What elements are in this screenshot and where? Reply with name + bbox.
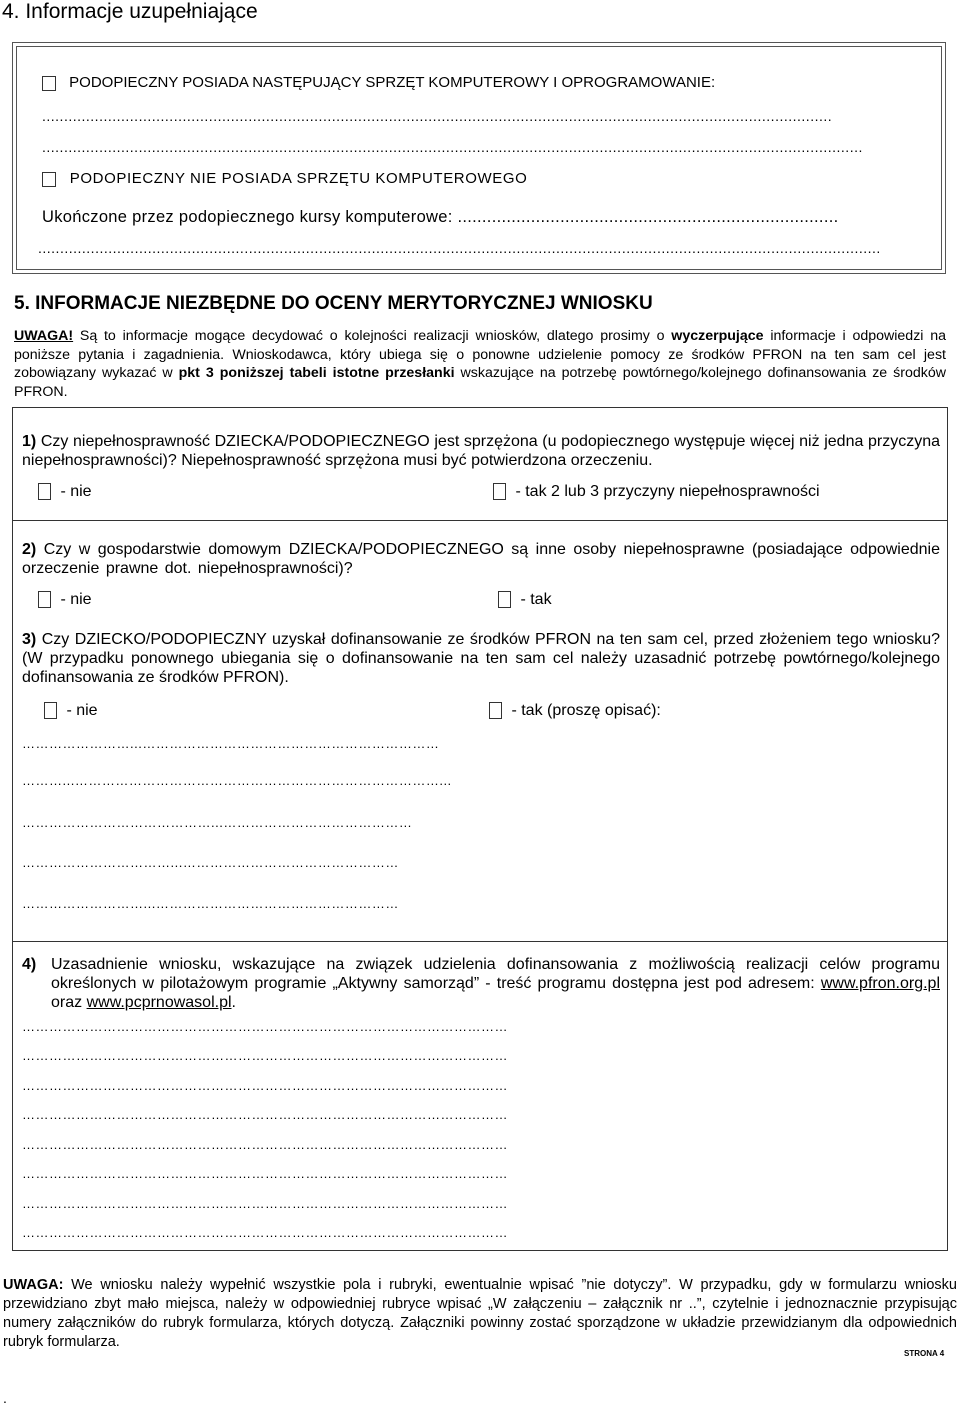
q2-option-yes-label: - tak — [520, 591, 552, 608]
q3-checkbox-no[interactable] — [44, 702, 57, 719]
courses-label[interactable]: Ukończone przez podopiecznego kursy komputerowe: .............................................................................. — [42, 208, 839, 226]
footer-uwaga-label: UWAGA: — [3, 1277, 64, 1293]
table-right-border — [947, 407, 948, 1250]
section-4-title: 4. Informacje uzupełniające — [2, 0, 258, 23]
question-3-text: Czy DZIECKO/PODOPIECZNY uzyskał dofinansowanie ze środków PFRON na ten sam cel, przed złożeniem tego wniosku? (W przypadku ponownego ubiegania się o dofinansowanie na ten sam cel należy uzasadnić potrzebę powtórnego/kolejnego dofinansowania ze środków PFRON). — [22, 631, 940, 686]
courses-dots[interactable]: ................................................................................................................................................................................................ — [38, 240, 881, 256]
trailing-dot: . — [3, 1390, 7, 1406]
intro-text-c: Wnioskodawca, który ubiega się o ponowne udzielenie pomocy ze środków PFRON na ten sam cel jest zobowiązany wykazać w — [14, 346, 946, 381]
q3-option-yes-label: - tak (proszę opisać): — [511, 702, 661, 719]
q2-option-yes — [498, 590, 552, 609]
q2-checkbox-yes[interactable] — [498, 591, 511, 608]
question-3 — [22, 630, 940, 687]
q3-answer-line-4[interactable]: ……………………………...………………………………………… — [22, 855, 399, 870]
q1-option-no-label: - nie — [60, 483, 92, 500]
footer-note — [3, 1276, 957, 1352]
q3-option-no — [44, 701, 98, 720]
option-has-equipment — [42, 73, 715, 92]
uwaga-label: UWAGA! — [14, 328, 74, 344]
q4-answer-line-7[interactable]: ……………………………………………………………………………………………… — [22, 1196, 508, 1211]
q3-answer-line-5[interactable]: ………………………...……………………………………………… — [22, 896, 399, 911]
question-4-text-b: oraz — [51, 994, 87, 1011]
q1-checkbox-no[interactable] — [38, 483, 51, 500]
link-pfron[interactable]: www.pfron.org.pl — [820, 975, 940, 992]
option-has-equipment-label: PODOPIECZNY POSIADA NASTĘPUJĄCY SPRZĘT KOMPUTEROWY I OPROGRAMOWANIE: — [69, 74, 716, 91]
table-bottom-rule — [12, 1250, 948, 1251]
intro-bold-2: pkt 3 poniższej tabeli istotne przesłanki — [178, 365, 455, 381]
section-5-title: 5. INFORMACJE NIEZBĘDNE DO OCENY MERYTORYCZNEJ WNIOSKU — [14, 293, 653, 314]
table-rule-q3 — [12, 941, 948, 942]
q4-answer-line-8[interactable]: ……………………………………………………………………………………………… — [22, 1225, 508, 1240]
intro-text-a: Są to informacje mogące decydować o kolejności realizacji wniosków, dlatego prosimy o — [73, 328, 672, 344]
q4-answer-line-3[interactable]: ……………………………………………………………………………………………… — [22, 1078, 508, 1093]
q2-option-no — [38, 590, 92, 609]
question-3-number: 3) — [22, 631, 37, 648]
q2-checkbox-no[interactable] — [38, 591, 51, 608]
q3-answer-line-1[interactable]: ……………………...………………………………………………………… — [22, 736, 440, 751]
question-4-text-c: . — [231, 994, 236, 1011]
checkbox-has-equipment[interactable] — [42, 76, 56, 91]
intro-text-b: informacje i odpowiedzi na poniższe pytania i zagadnienia. — [14, 328, 946, 363]
table-rule-q1 — [12, 520, 948, 521]
q2-option-no-label: - nie — [60, 591, 92, 608]
question-4-number: 4) — [22, 956, 37, 973]
q4-answer-line-4[interactable]: ……………………………………………………………………………………………… — [22, 1107, 508, 1122]
table-top-rule — [12, 407, 948, 408]
footer-text: We wniosku należy wypełnić wszystkie pola i rubryki, ewentualnie wpisać ”nie dotyczy”. W przypadku, gdy w formularzu wniosku przewidziano zbyt mało miejsca, należy w odpowiedniej rubryce wpisać „W załączeniu – załącznik nr ..”, czytelnie i jednoznacznie przypisując numery załączników do rubryk formularza, których dotyczą. Załączniki powinny zostać sporządzone w układzie przewidzianym dla odpowiednich rubryk formularza. — [3, 1277, 957, 1350]
q1-option-yes — [493, 482, 820, 501]
question-4 — [51, 955, 940, 1012]
equipment-dots-1[interactable]: .................................................................................................................................................................................... — [42, 108, 833, 124]
equipment-dots-2[interactable]: ........................................................................................................................................................................................... — [42, 139, 863, 155]
page-number: STRONA 4 — [904, 1349, 945, 1358]
question-2-text: Czy w gospodarstwie domowym DZIECKA/PODOPIECZNEGO są inne osoby niepełnosprawne (posiadające odpowiednie orzeczenie prawne dot. niepełnosprawności)? — [22, 541, 940, 577]
q4-answer-line-1[interactable]: ……………………………………………………………………………………………… — [22, 1019, 508, 1034]
q3-answer-line-2[interactable]: ………...………………………………………………………………………... — [22, 773, 452, 788]
question-2-number: 2) — [22, 541, 37, 558]
question-4-text: Uzasadnienie wniosku, wskazujące na związek udzielenia dofinansowania z możliwością realizacji celów programu określonych w pilotażowym programie „Aktywny samorząd” - treść programu dostępna jest pod adresem: — [51, 956, 940, 992]
question-1-text: Czy niepełnosprawność DZIECKA/PODOPIECZNEGO jest sprzężona (u podopiecznego występuje więcej niż jedna przyczyna niepełnosprawności)? Niepełnosprawność sprzężona musi być potwierdzona orzeczeniu. — [22, 433, 940, 469]
question-1-number: 1) — [22, 433, 37, 450]
table-left-border — [12, 407, 13, 1250]
q4-answer-line-5[interactable]: ……………………………………………………………………………………………… — [22, 1137, 508, 1152]
question-2 — [22, 540, 940, 578]
q4-answer-line-2[interactable]: ……………………………………………………………………………………………… — [22, 1048, 508, 1063]
q1-option-yes-label: - tak 2 lub 3 przyczyny niepełnosprawności — [515, 483, 820, 500]
q1-checkbox-yes[interactable] — [493, 483, 506, 500]
link-pcpr[interactable]: www.pcprnowasol.pl — [86, 994, 232, 1011]
q3-checkbox-yes[interactable] — [489, 702, 502, 719]
checkbox-no-equipment[interactable] — [42, 172, 56, 187]
option-no-equipment-label: PODOPIECZNY NIE POSIADA SPRZĘTU KOMPUTEROWEGO — [69, 170, 528, 187]
question-1 — [22, 432, 940, 470]
intro-text-d: wskazujące na potrzebę powtórnego/kolejnego dofinansowania ze środków PFRON. — [14, 365, 946, 400]
option-no-equipment — [42, 169, 527, 188]
q3-option-yes — [489, 701, 661, 720]
q1-option-no — [38, 482, 92, 501]
intro-bold: wyczerpujące — [671, 328, 764, 344]
q3-option-no-label: - nie — [66, 702, 98, 719]
section-5-intro — [14, 327, 946, 401]
q3-answer-line-3[interactable]: ……………………………………...…………………………………… — [22, 815, 413, 830]
q4-answer-line-6[interactable]: ……………………………………………………………………………………………… — [22, 1166, 508, 1181]
